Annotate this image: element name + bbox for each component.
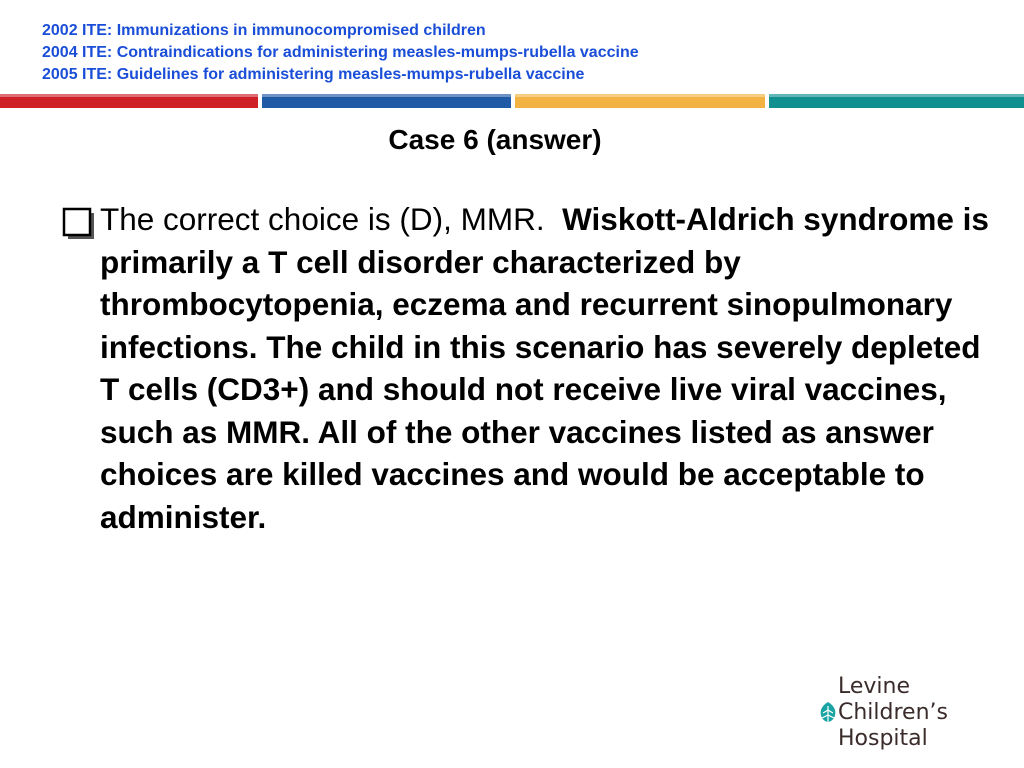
reference-line: 2004 ITE: Contraindications for administering measles-mumps-rubella vaccine <box>42 44 639 61</box>
slide-title: Case 6 (answer) <box>388 124 602 155</box>
divider-segment-teal <box>769 94 1024 108</box>
logo-line: Levine <box>838 674 911 699</box>
logo-line: Hospital <box>838 726 928 751</box>
answer-paragraph <box>100 198 990 538</box>
reference-list <box>42 20 639 86</box>
checkbox-square-icon <box>62 207 96 241</box>
divider-segment-blue <box>262 94 511 108</box>
answer-explanation: Wiskott-Aldrich syndrome is primarily a T cell disorder characterized by thrombocytopenia, eczema and recurrent sinopulmonary infections. The child in this scenario has severely depleted T cells (CD3+) and should not receive live viral vaccines, such as MMR. All of the other vaccines listed as answer choices are killed vaccines and would be acceptable to administer. <box>100 201 989 535</box>
logo-wordmark <box>838 674 948 752</box>
answer-lead: The correct choice is (D), MMR. <box>100 201 545 237</box>
reference-line: 2002 ITE: Immunizations in immunocompromised children <box>42 22 486 39</box>
logo-line: Children’s <box>838 700 948 725</box>
divider-segment-yellow <box>515 94 765 108</box>
hospital-logo <box>818 674 974 754</box>
reference-line: 2005 ITE: Guidelines for administering measles-mumps-rubella vaccine <box>42 66 585 83</box>
color-divider-bar <box>0 94 1024 108</box>
divider-segment-red <box>0 94 258 108</box>
tree-leaf-icon <box>818 700 838 726</box>
